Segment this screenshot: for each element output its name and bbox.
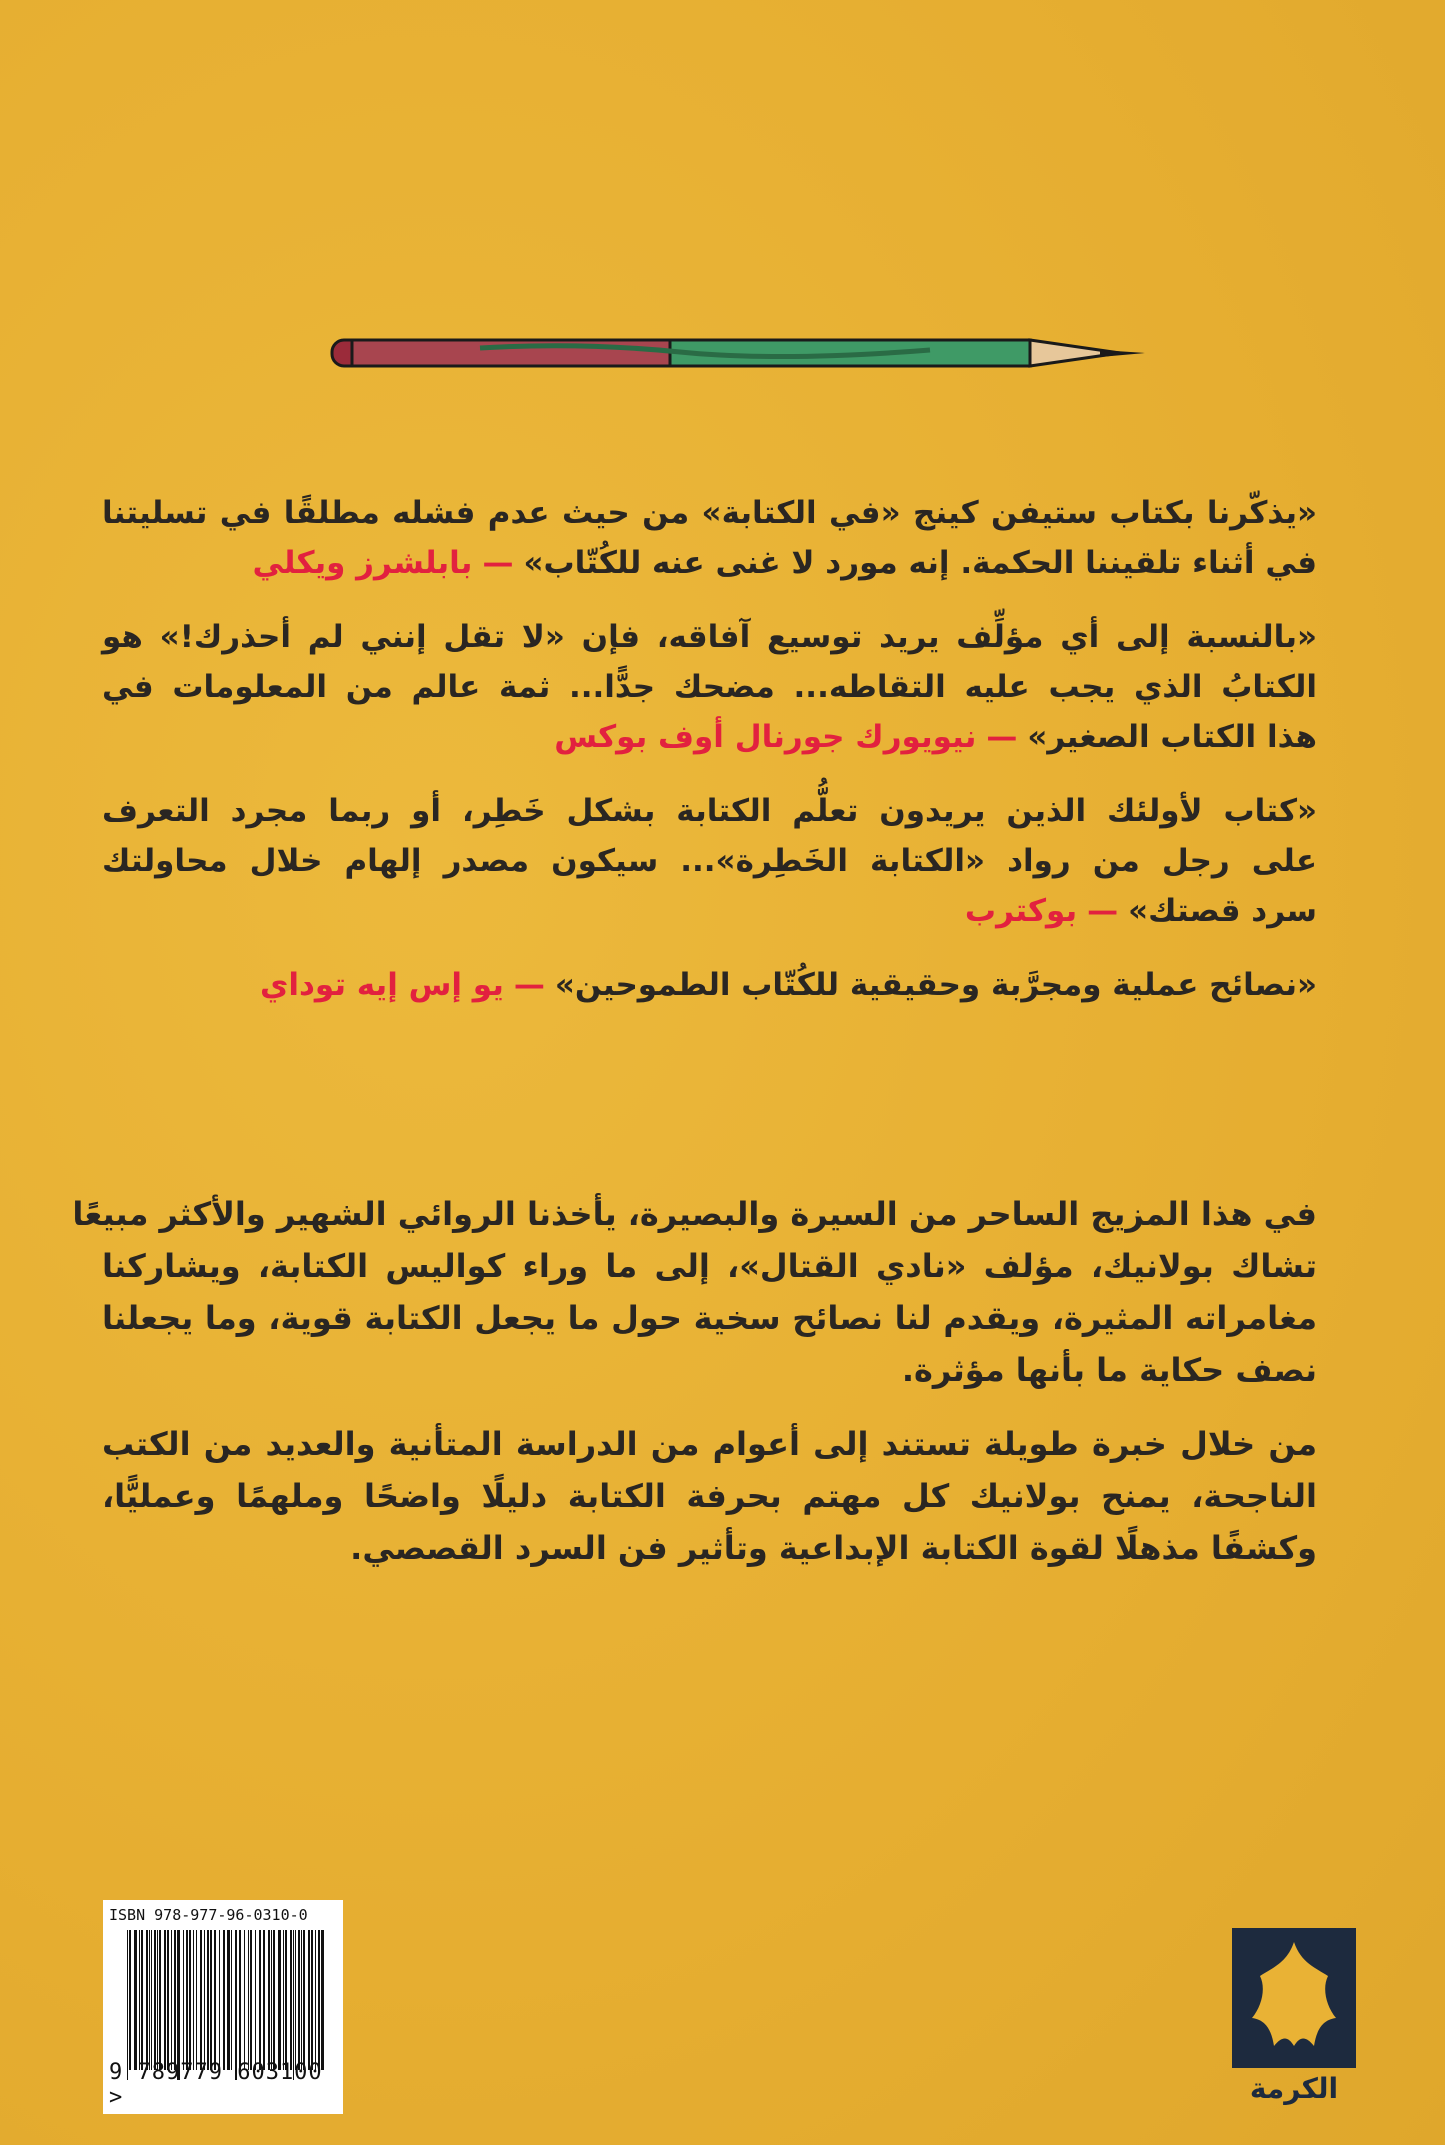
barcode-bar: [157, 1930, 158, 2070]
barcode-bar: [295, 1930, 296, 2070]
barcode-bar: [308, 1930, 310, 2070]
barcode-bar: [183, 1930, 184, 2070]
barcode-bar: [141, 1930, 143, 2070]
barcode-bar: [149, 1930, 150, 2070]
barcode-bar: [171, 1930, 172, 2070]
barcode-bar: [167, 1930, 169, 2070]
quote-line: «كتاب لأولئك الذين يريدون تعلُّم الكتابة بشكل خَطِر، أو ربما مجرد التعرف: [102, 793, 1317, 829]
barcode-bar: [321, 1930, 324, 2070]
book-description: [72, 1188, 1317, 1596]
barcode-bar: [227, 1930, 230, 2070]
dash: —: [513, 967, 545, 1003]
barcode-bar: [293, 1930, 294, 2080]
description-line: مغامراته المثيرة، ويقدم لنا نصائح سخية حول ما يجعل الكتابة قوية، وما يجعلنا: [102, 1299, 1317, 1337]
barcode-bar: [244, 1930, 245, 2070]
publisher-name: الكرمة: [1249, 2072, 1339, 2105]
barcode-bar: [151, 1930, 152, 2070]
description-line: وكشفًا مذهلًا لقوة الكتابة الإبداعية وتأثير فن السرد القصصي.: [350, 1529, 1317, 1567]
barcode-bar: [301, 1930, 302, 2070]
quote-source: يو إس إيه توداي: [259, 967, 504, 1003]
barcode-bar: [189, 1930, 191, 2070]
barcode-bar: [239, 1930, 241, 2070]
dash: —: [482, 545, 514, 581]
review-quote: [102, 612, 1317, 762]
barcode-bars: [127, 1930, 327, 2080]
barcode-bar: [164, 1930, 166, 2070]
barcode-bar: [303, 1930, 305, 2070]
review-quote: [102, 960, 1317, 1010]
barcode-bar: [129, 1930, 131, 2070]
quote-source: نيويورك جورنال أوف بوكس: [554, 719, 977, 755]
quote-line: سرد قصتك»: [1128, 893, 1317, 929]
barcode-bar: [283, 1930, 284, 2070]
ean-number: 9 789779 603100 >: [109, 2060, 323, 2110]
barcode-bar: [273, 1930, 275, 2070]
barcode-bar: [159, 1930, 161, 2070]
review-quotes: [102, 488, 1317, 1034]
isbn-barcode: [103, 1900, 343, 2114]
quote-line: «نصائح عملية ومجرَّبة وحقيقية للكُتّاب الطموحين»: [554, 967, 1317, 1003]
quote-last-line: [102, 538, 1317, 588]
barcode-bar: [311, 1930, 313, 2070]
barcode-bar: [235, 1930, 237, 2080]
quote-line: الكتابُ الذي يجب عليه التقاطه... مضحك جدًّا... ثمة عالم من المعلومات في: [102, 669, 1317, 705]
barcode-bar: [263, 1930, 265, 2070]
quote-line: «يذكّرنا بكتاب ستيفن كينج «في الكتابة» من حيث عدم فشله مطلقًا في تسليتنا: [102, 495, 1317, 531]
barcode-bar: [259, 1930, 261, 2070]
quote-last-line: [102, 886, 1317, 936]
barcode-bar: [318, 1930, 320, 2070]
description-line: في هذا المزيج الساحر من السيرة والبصيرة، يأخذنا الروائي الشهير والأكثر مبيعًا: [72, 1195, 1317, 1233]
barcode-bar: [214, 1930, 216, 2070]
description-line: نصف حكاية ما بأنها مؤثرة.: [901, 1351, 1317, 1389]
pencil-illustration: [330, 332, 1150, 374]
quote-last-line: [102, 960, 1317, 1010]
barcode-bar: [271, 1930, 272, 2070]
quote-line: على رجل من رواد «الكتابة الخَطِرة»... سيكون مصدر إلهام خلال محاولتك: [102, 843, 1317, 879]
quote-last-line: [102, 712, 1317, 762]
barcode-bar: [177, 1930, 180, 2080]
barcode-bar: [174, 1930, 176, 2070]
description-line: من خلال خبرة طويلة تستند إلى أعوام من الدراسة المتأنية والعديد من الكتب: [102, 1425, 1317, 1463]
description-paragraph: [72, 1188, 1317, 1396]
barcode-bar: [127, 1930, 128, 2080]
barcode-bar: [207, 1930, 209, 2070]
barcode-bar: [210, 1930, 212, 2070]
isbn-text: ISBN 978-977-96-0310-0: [109, 1906, 308, 1924]
quote-line: «بالنسبة إلى أي مؤلِّف يريد توسيع آفاقه، فإن «لا تقل إنني لم أحذرك!» هو: [102, 619, 1317, 655]
barcode-bar: [193, 1930, 194, 2070]
barcode-bar: [278, 1930, 281, 2070]
barcode-bar: [186, 1930, 188, 2070]
barcode-bar: [196, 1930, 197, 2070]
barcode-bar: [223, 1930, 225, 2070]
barcode-bar: [204, 1930, 205, 2070]
barcode-bar: [146, 1930, 148, 2070]
dash: —: [1087, 893, 1119, 929]
barcode-bar: [154, 1930, 156, 2070]
barcode-bar: [231, 1930, 232, 2070]
barcode-bar: [248, 1930, 249, 2070]
barcode-bar: [255, 1930, 256, 2070]
barcode-bar: [139, 1930, 140, 2070]
barcode-bar: [298, 1930, 300, 2070]
dash: —: [986, 719, 1018, 755]
quote-source: بوكترب: [964, 893, 1078, 929]
quote-source: بابلشرز ويكلي: [252, 545, 473, 581]
barcode-bar: [315, 1930, 316, 2070]
description-paragraph: [102, 1418, 1317, 1574]
quote-line: هذا الكتاب الصغير»: [1027, 719, 1317, 755]
barcode-bar: [285, 1930, 287, 2070]
barcode-bar: [200, 1930, 202, 2070]
barcode-bar: [219, 1930, 220, 2070]
description-line: الناجحة، يمنح بولانيك كل مهتم بحرفة الكتابة دليلًا واضحًا وملهمًا وعمليًّا،: [102, 1477, 1317, 1515]
barcode-bar: [268, 1930, 270, 2070]
review-quote: [102, 786, 1317, 936]
quote-line: في أثناء تلقيننا الحكمة. إنه مورد لا غنى عنه للكُتّاب»: [523, 545, 1317, 581]
barcode-bar: [250, 1930, 252, 2070]
review-quote: [102, 488, 1317, 588]
barcode-bar: [134, 1930, 137, 2070]
vine-leaf-icon: [1232, 1928, 1356, 2068]
barcode-bar: [290, 1930, 292, 2070]
description-line: تشاك بولانيك، مؤلف «نادي القتال»، إلى ما وراء كواليس الكتابة، ويشاركنا: [102, 1247, 1317, 1285]
